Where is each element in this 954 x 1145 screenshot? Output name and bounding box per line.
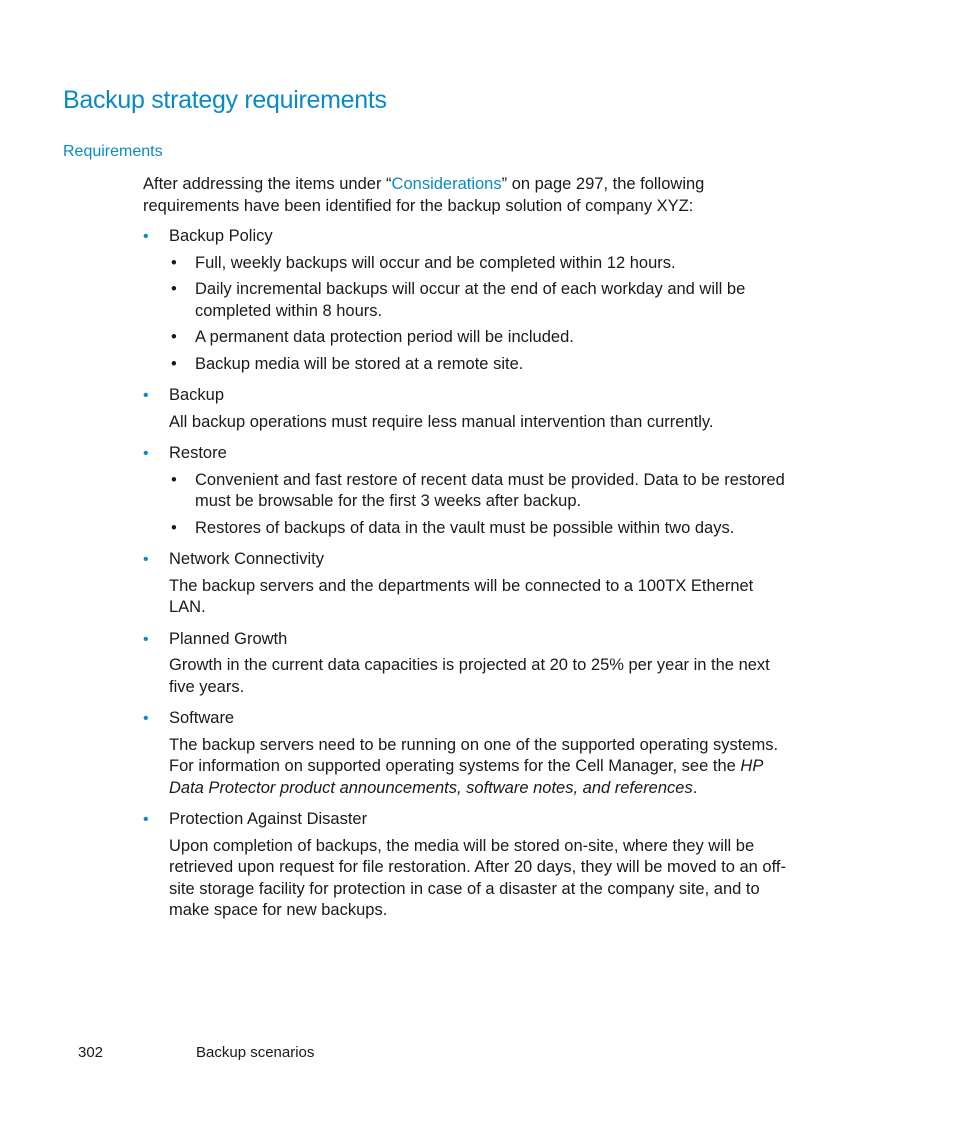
list-item-text: Convenient and fast restore of recent data must be provided. Data to be restored must be browsable for the first 3 weeks after backup. (195, 470, 785, 510)
intro-text-before: After addressing the items under “ (143, 175, 392, 193)
requirement-planned-growth (143, 629, 793, 699)
list-item (169, 279, 793, 322)
bullet-icon: • (143, 710, 149, 727)
sub-list (169, 470, 793, 540)
list-item (169, 470, 793, 513)
list-item (169, 354, 793, 376)
intro-paragraph (143, 174, 793, 217)
requirement-label: Protection Against Disaster (169, 810, 368, 828)
bullet-icon: • (171, 354, 177, 373)
requirement-label: Restore (169, 444, 227, 462)
section-heading: Requirements (63, 143, 163, 160)
requirement-protection-against-disaster (143, 809, 793, 922)
list-item-text: Daily incremental backups will occur at the end of each workday and will be completed within 8 hours. (195, 280, 746, 320)
requirement-label: Network Connectivity (169, 550, 324, 568)
bullet-icon: • (171, 328, 177, 346)
requirement-description (169, 735, 793, 800)
bullet-icon: • (143, 228, 149, 245)
bullet-icon: • (143, 445, 149, 462)
list-item (169, 253, 793, 275)
list-item-text: Restores of backups of data in the vault must be possible within two days. (195, 518, 735, 537)
list-item-text: Full, weekly backups will occur and be completed within 12 hours. (195, 253, 676, 272)
requirement-backup (143, 385, 793, 433)
requirement-network-connectivity (143, 549, 793, 619)
requirement-label: Backup Policy (169, 227, 273, 245)
list-item-text: A permanent data protection period will be included. (195, 328, 574, 346)
requirement-label: Software (169, 709, 235, 727)
bullet-icon: • (171, 253, 177, 272)
description-end: . (692, 778, 698, 797)
requirement-description: All backup operations must require less manual intervention than currently. (169, 412, 714, 431)
requirement-software (143, 708, 793, 799)
requirement-restore (143, 443, 793, 539)
page-number: 302 (78, 1044, 104, 1061)
considerations-link[interactable]: Considerations (391, 175, 502, 193)
requirement-description: Growth in the current data capacities is projected at 20 to 25% per year in the next five years. (169, 656, 770, 696)
list-item-text: Backup media will be stored at a remote site. (195, 354, 524, 373)
footer-section-title: Backup scenarios (196, 1044, 315, 1061)
main-content (143, 174, 793, 932)
bullet-icon: • (143, 551, 149, 568)
requirements-list (143, 226, 793, 922)
bullet-icon: • (143, 387, 149, 404)
requirement-label: Backup (169, 386, 225, 404)
list-item (169, 518, 793, 540)
bullet-icon: • (171, 470, 177, 489)
bullet-icon: • (171, 280, 177, 298)
intro-text-after: ” on page 297, the following requirements have been identified for the backup solution of company XYZ: (143, 175, 705, 215)
requirement-backup-policy (143, 226, 793, 375)
bullet-icon: • (171, 518, 177, 537)
requirement-description: The backup servers and the departments will be connected to a 100TX Ethernet LAN. (169, 576, 754, 616)
list-item (169, 327, 793, 349)
description-text: The backup servers need to be running on one of the supported operating systems. For information on supported operating systems for the Cell Manager, see the (169, 735, 779, 775)
bullet-icon: • (143, 811, 149, 828)
sub-list (169, 253, 793, 376)
requirement-description: Upon completion of backups, the media will be stored on-site, where they will be retrieved upon request for file restoration. After 20 days, they will be moved to an off-site storage facility for protection in case of a disaster at the company site, and to make space for new backups. (169, 836, 786, 919)
page-title: Backup strategy requirements (63, 86, 387, 114)
requirement-label: Planned Growth (169, 629, 288, 648)
document-reference: HP Data Protector product announcements, software notes, and references (169, 757, 763, 797)
bullet-icon: • (143, 630, 149, 648)
